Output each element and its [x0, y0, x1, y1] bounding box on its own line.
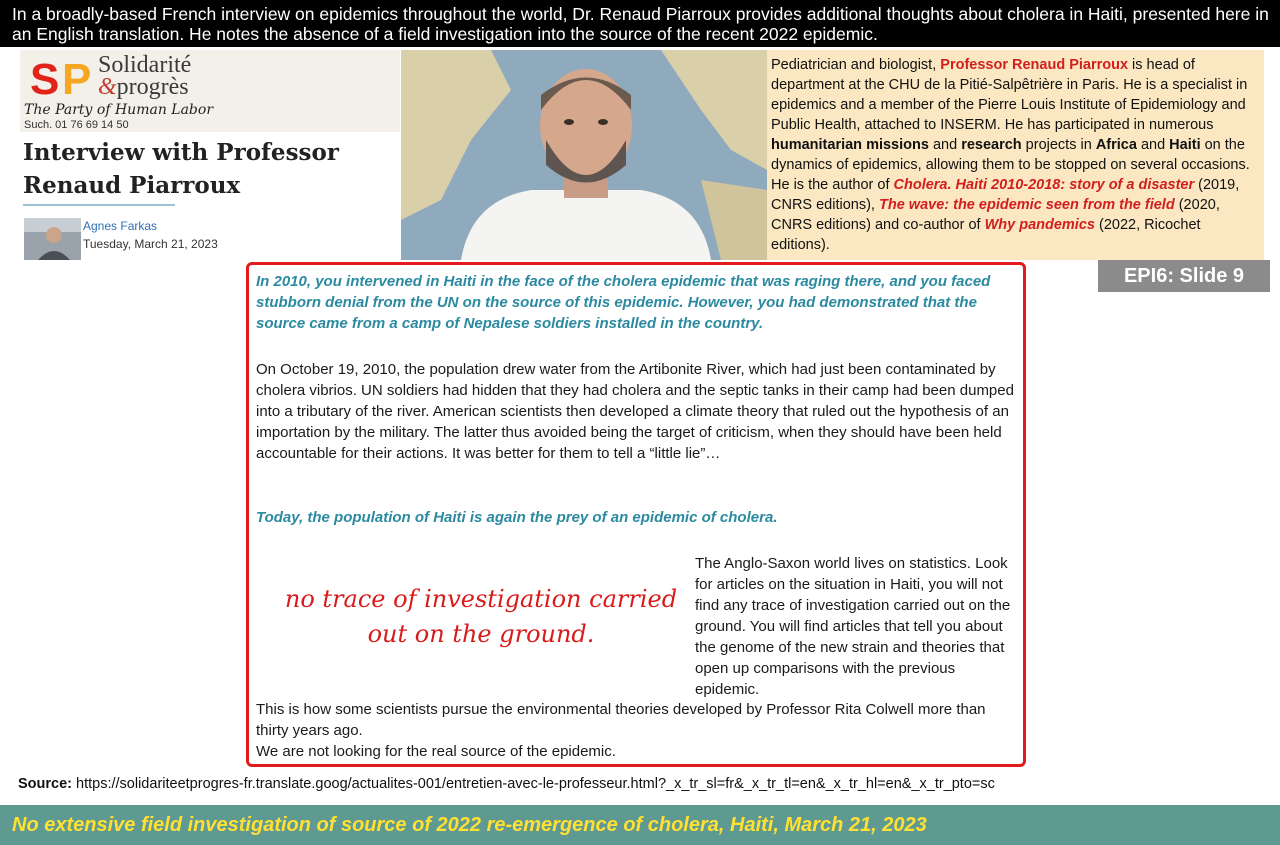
- source-label: Source:: [18, 776, 72, 792]
- bio-text-5: and: [1136, 137, 1170, 153]
- site-header-logo[interactable]: [20, 50, 400, 132]
- interview-box: [246, 262, 1026, 767]
- interview-question-1: In 2010, you intervened in Haiti in the face of the cholera epidemic that was raging there, and you faced stubborn denial from the UN on the source of this epidemic. However, you had demonstrated that the source came from a camp of Nepalese soldiers installed in the country.: [256, 273, 991, 332]
- interview-answer-4: We are not looking for the real source of the epidemic.: [256, 743, 616, 760]
- sp-logo-icon: [28, 54, 108, 100]
- interview-question-2: Today, the population of Haiti is again the prey of an epidemic of cholera.: [256, 509, 778, 526]
- logo-tagline: The Party of Human Labor: [24, 102, 214, 118]
- bio-text-1: Pediatrician and biologist,: [771, 57, 941, 73]
- title-underline: [23, 204, 175, 206]
- interview-answer-3: This is how some scientists pursue the environmental theories developed by Professor Rita Colwell more than thirty years ago.: [256, 701, 986, 739]
- bio-professor-name: Professor Renaud Piarroux: [940, 57, 1129, 73]
- interview-answer-1: On October 19, 2010, the population drew water from the Artibonite River, which had just been contaminated by cholera vibrios. UN soldiers had hidden that they had cholera and the septic tanks in their camp had been dumped into a tributary of the river. American scientists then developed a climate theory that ruled out the hypothesis of an importation by the military. The latter thus avoided being the target of criticism, when they should have been held accountable for their actions. It was better for them to tell a “little lie”…: [256, 361, 1014, 462]
- bio-text-8: (2020, CNRS editions) and co-author of: [771, 197, 1220, 233]
- logo-name-line1: Solidarité: [98, 52, 192, 78]
- bio-book-3: Why pandemics: [984, 217, 1095, 233]
- callout-quote: no trace of investigation carried out on the ground.: [284, 585, 678, 648]
- author-avatar[interactable]: [24, 218, 81, 260]
- logo-phone: Such. 01 76 69 14 50: [24, 119, 129, 131]
- bio-text-3: and: [928, 137, 962, 153]
- author-name-link[interactable]: Agnes Farkas: [83, 219, 158, 233]
- logo-name-line2: progrès: [116, 74, 189, 100]
- bio-africa: Africa: [1095, 137, 1137, 153]
- author-photo-icon: [24, 218, 81, 260]
- bio-haiti: Haiti: [1169, 137, 1201, 153]
- banner-text: In a broadly-based French interview on epidemics throughout the world, Dr. Renaud Piarroux provides additional thoughts about cholera in Haiti, presented here in an English translation. He notes the absence of a field investigation into the source of the recent 2022 epidemic.: [12, 4, 1269, 44]
- bio-text-7: (2019, CNRS editions),: [771, 177, 1240, 213]
- footer-text: No extensive field investigation of source of 2022 re-emergence of cholera, Haiti, March 21, 2023: [12, 814, 927, 836]
- article-title: Interview with Professor Renaud Piarroux: [23, 139, 339, 199]
- svg-text:S: S: [30, 55, 60, 100]
- logo-amp: &: [98, 74, 117, 100]
- bio-book-1: Cholera. Haiti 2010-2018: story of a disaster: [893, 177, 1195, 193]
- interview-answer-2: The Anglo-Saxon world lives on statistics. Look for articles on the situation in Haiti, you will not find any trace of investigation carried out on the ground. You will find articles that tell you about the genome of the new strain and theories that open up comparisons with the previous epidemic.: [695, 555, 1011, 698]
- svg-text:P: P: [62, 55, 92, 100]
- top-banner: [0, 0, 1280, 47]
- professor-portrait-icon: [401, 50, 767, 260]
- portrait-photo: [401, 50, 767, 260]
- publish-date: Tuesday, March 21, 2023: [83, 237, 218, 251]
- footer-banner: [0, 805, 1280, 845]
- logo-wordmark: [98, 54, 191, 98]
- bio-text-2: is head of department at the CHU de la Pitié-Salpêtrière in Paris. He is a specialist in epidemics and a member of the Pierre Louis Institute of Epidemiology and Public Health, attached to INSERM. He has participated in numerous: [771, 57, 1248, 133]
- bio-book-2: The wave: the epidemic seen from the field: [878, 197, 1175, 213]
- bio-humanitarian: humanitarian missions: [771, 137, 929, 153]
- bio-text-6: on the dynamics of epidemics, allowing them to be stopped on several occasions. He is the author of: [771, 137, 1250, 193]
- bio-text-4: projects in: [1021, 137, 1096, 153]
- slide-tag: EPI6: Slide 9: [1098, 260, 1270, 292]
- bio-research: research: [961, 137, 1022, 153]
- source-line: [18, 776, 995, 792]
- bio-box: [767, 50, 1264, 260]
- bio-text-9: (2022, Ricochet editions).: [771, 217, 1201, 253]
- source-url-link[interactable]: https://solidariteetprogres-fr.translate.goog/actualites-001/entretien-avec-le-professeur.html?_x_tr_sl=fr&_x_tr_tl=en&_x_tr_hl=en&_x_tr_pto=sc: [76, 776, 995, 792]
